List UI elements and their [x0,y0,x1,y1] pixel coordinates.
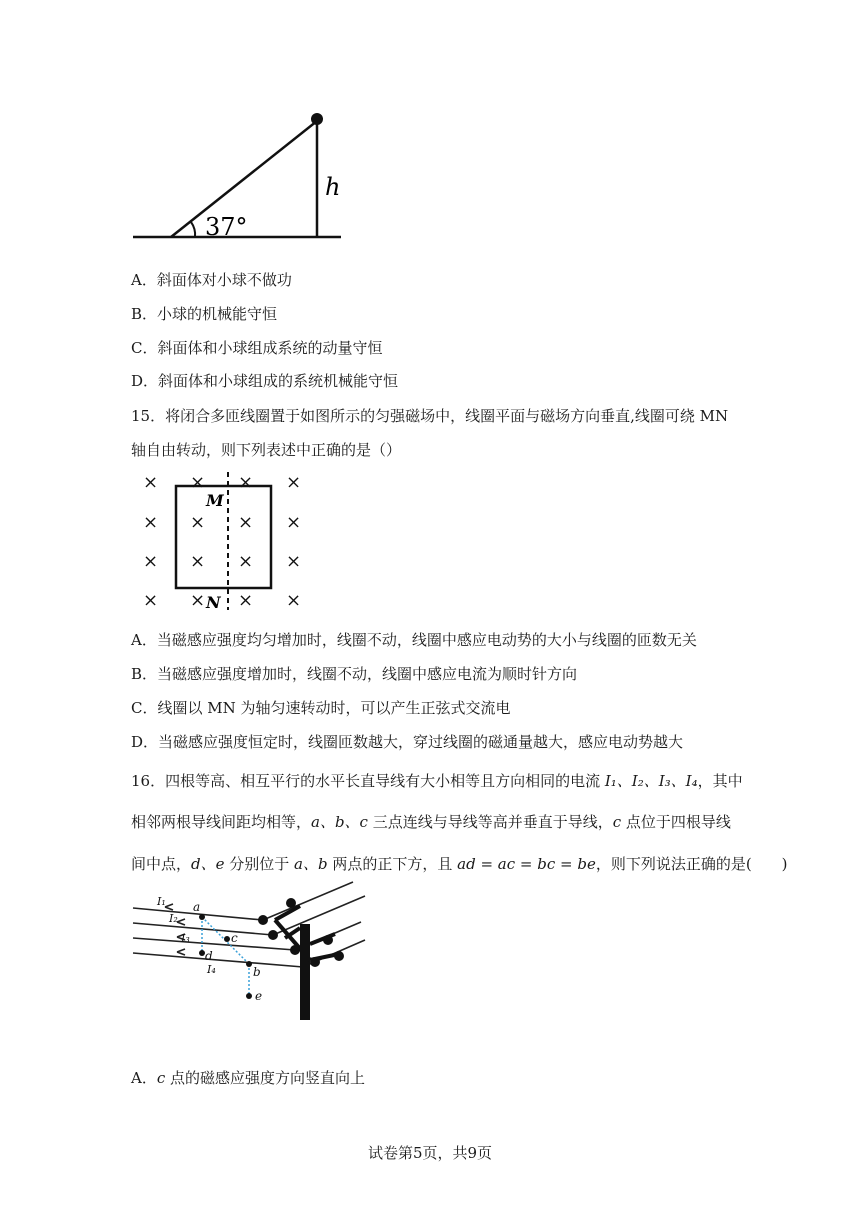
wire-labels [156,895,216,976]
svg-text:I₄: I₄ [207,963,216,976]
svg-text:I₁: I₁ [157,895,166,908]
page-footer: 试卷第5页，共9页 [367,1144,493,1162]
svg-text:×: × [238,472,254,493]
svg-text:×: × [143,590,159,611]
svg-text:c: c [231,931,238,945]
svg-text:d: d [205,949,213,963]
q16-stem-line3: 间中点，d、e 分别位于 a、b 两点的正下方，且 ad = ac = bc = be，则下列说法正确的是( ) [131,855,788,873]
angle-label: 37° [205,213,248,241]
svg-text:×: × [190,590,206,611]
coil-figure [138,468,308,613]
q15-option-a: A．当磁感应强度均匀增加时，线圈不动，线圈中感应电动势的大小与线圈的匝数无关 [131,631,697,649]
svg-text:×: × [190,551,206,572]
svg-text:×: × [143,472,159,493]
ball [311,113,323,125]
svg-text:×: × [238,551,254,572]
svg-text:×: × [190,512,206,533]
q14-option-a: A．斜面体对小球不做功 [131,271,292,289]
q14-option-c: C．斜面体和小球组成系统的动量守恒 [131,339,383,357]
svg-text:b: b [253,965,261,979]
incline-figure [125,105,355,250]
svg-text:×: × [190,472,206,493]
svg-text:I₃: I₃ [181,932,190,945]
label-n: N [206,593,221,612]
q15-option-c: C．线圈以 MN 为轴匀速转动时，可以产生正弦式交流电 [131,699,511,717]
q14-option-d: D．斜面体和小球组成的系统机械能守恒 [131,372,399,390]
svg-text:a: a [193,900,201,914]
svg-text:×: × [286,472,302,493]
q15-stem-line2: 轴自由转动，则下列表述中正确的是（） [131,441,402,459]
label-m: M [206,491,224,510]
svg-text:×: × [286,512,302,533]
q15-option-d: D．当磁感应强度恒定时，线圈匝数越大，穿过线圈的磁通量越大，感应电动势越大 [131,733,684,751]
wires-figure [125,878,370,1020]
height-label: h [325,173,341,201]
svg-text:×: × [286,590,302,611]
q16-stem-line1: 16．四根等高、相互平行的水平长直导线有大小相等且方向相同的电流 I₁、I₂、I₃、I₄，其中 [131,772,743,790]
svg-text:×: × [238,512,254,533]
q15-option-b: B．当磁感应强度增加时，线圈不动，线圈中感应电流为顺时针方向 [131,665,578,683]
pole [300,924,310,1020]
svg-text:×: × [143,512,159,533]
svg-text:×: × [238,590,254,611]
q16-option-a: A．c 点的磁感应强度方向竖直向上 [131,1069,366,1087]
q16-stem-line2: 相邻两根导线间距均相等，a、b、c 三点连线与导线等高并垂直于导线，c 点位于四根导线 [131,813,731,831]
svg-text:×: × [286,551,302,572]
svg-text:×: × [143,551,159,572]
svg-text:e: e [255,989,263,1003]
q15-stem-line1: 15．将闭合多匝线圈置于如图所示的匀强磁场中，线圈平面与磁场方向垂直,线圈可绕 MN [131,407,729,425]
q14-option-b: B．小球的机械能守恒 [131,305,278,323]
angle-arc [191,222,195,237]
svg-text:I₂: I₂ [169,912,178,925]
